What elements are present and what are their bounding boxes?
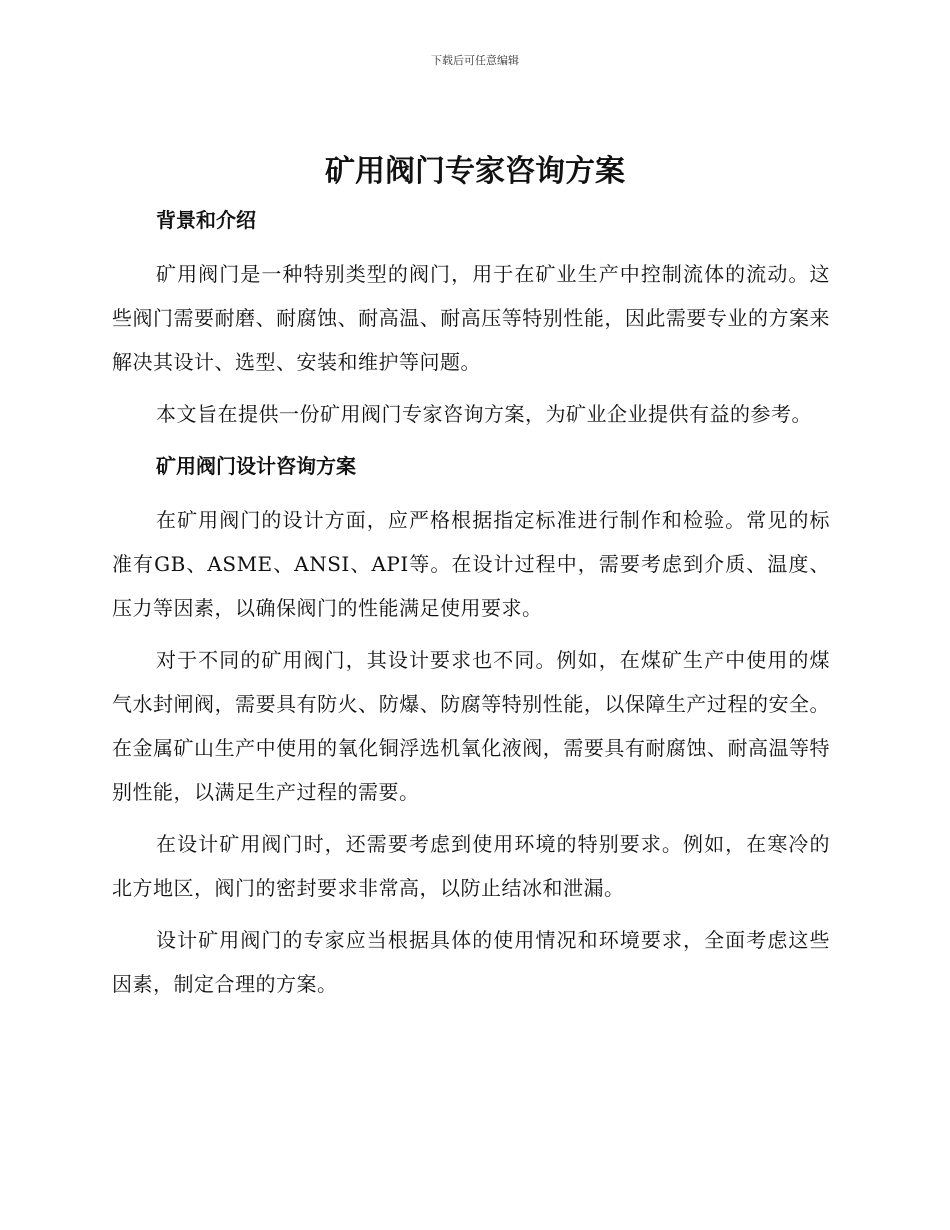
paragraph: 在设计矿用阀门时，还需要考虑到使用环境的特别要求。例如，在寒冷的北方地区，阀门的密封要求非常高，以防止结冰和泄漏。 — [112, 832, 830, 900]
document-title: 矿用阀门专家咨询方案 — [325, 154, 625, 189]
document-body — [112, 202, 830, 1006]
paragraph: 在矿用阀门的设计方面，应严格根据指定标准进行制作和检验。常见的标准有GB、ASME、ANSI、API等。在设计过程中，需要考虑到介质、温度、压力等因素，以确保阀门的性能满足使用要求。 — [112, 508, 830, 620]
section-heading-design: 矿用阀门设计咨询方案 — [156, 454, 356, 478]
paragraph: 本文旨在提供一份矿用阀门专家咨询方案，为矿业企业提供有益的参考。 — [156, 402, 812, 426]
paragraph: 对于不同的矿用阀门，其设计要求也不同。例如，在煤矿生产中使用的煤气水封闸阀，需要具有防火、防爆、防腐等特别性能，以保障生产过程的安全。在金属矿山生产中使用的氧化铜浮选机氧化液阀，需要具有耐腐蚀、耐高温等特别性能，以满足生产过程的需要。 — [112, 648, 830, 804]
section-heading-background: 背景和介绍 — [156, 208, 256, 232]
paragraph: 设计矿用阀门的专家应当根据具体的使用情况和环境要求，全面考虑这些因素，制定合理的方案。 — [112, 928, 830, 996]
header-note: 下载后可任意编辑 — [431, 54, 519, 67]
paragraph: 矿用阀门是一种特别类型的阀门，用于在矿业生产中控制流体的流动。这些阀门需要耐磨、耐腐蚀、耐高温、耐高压等特别性能，因此需要专业的方案来解决其设计、选型、安装和维护等问题。 — [112, 262, 830, 374]
